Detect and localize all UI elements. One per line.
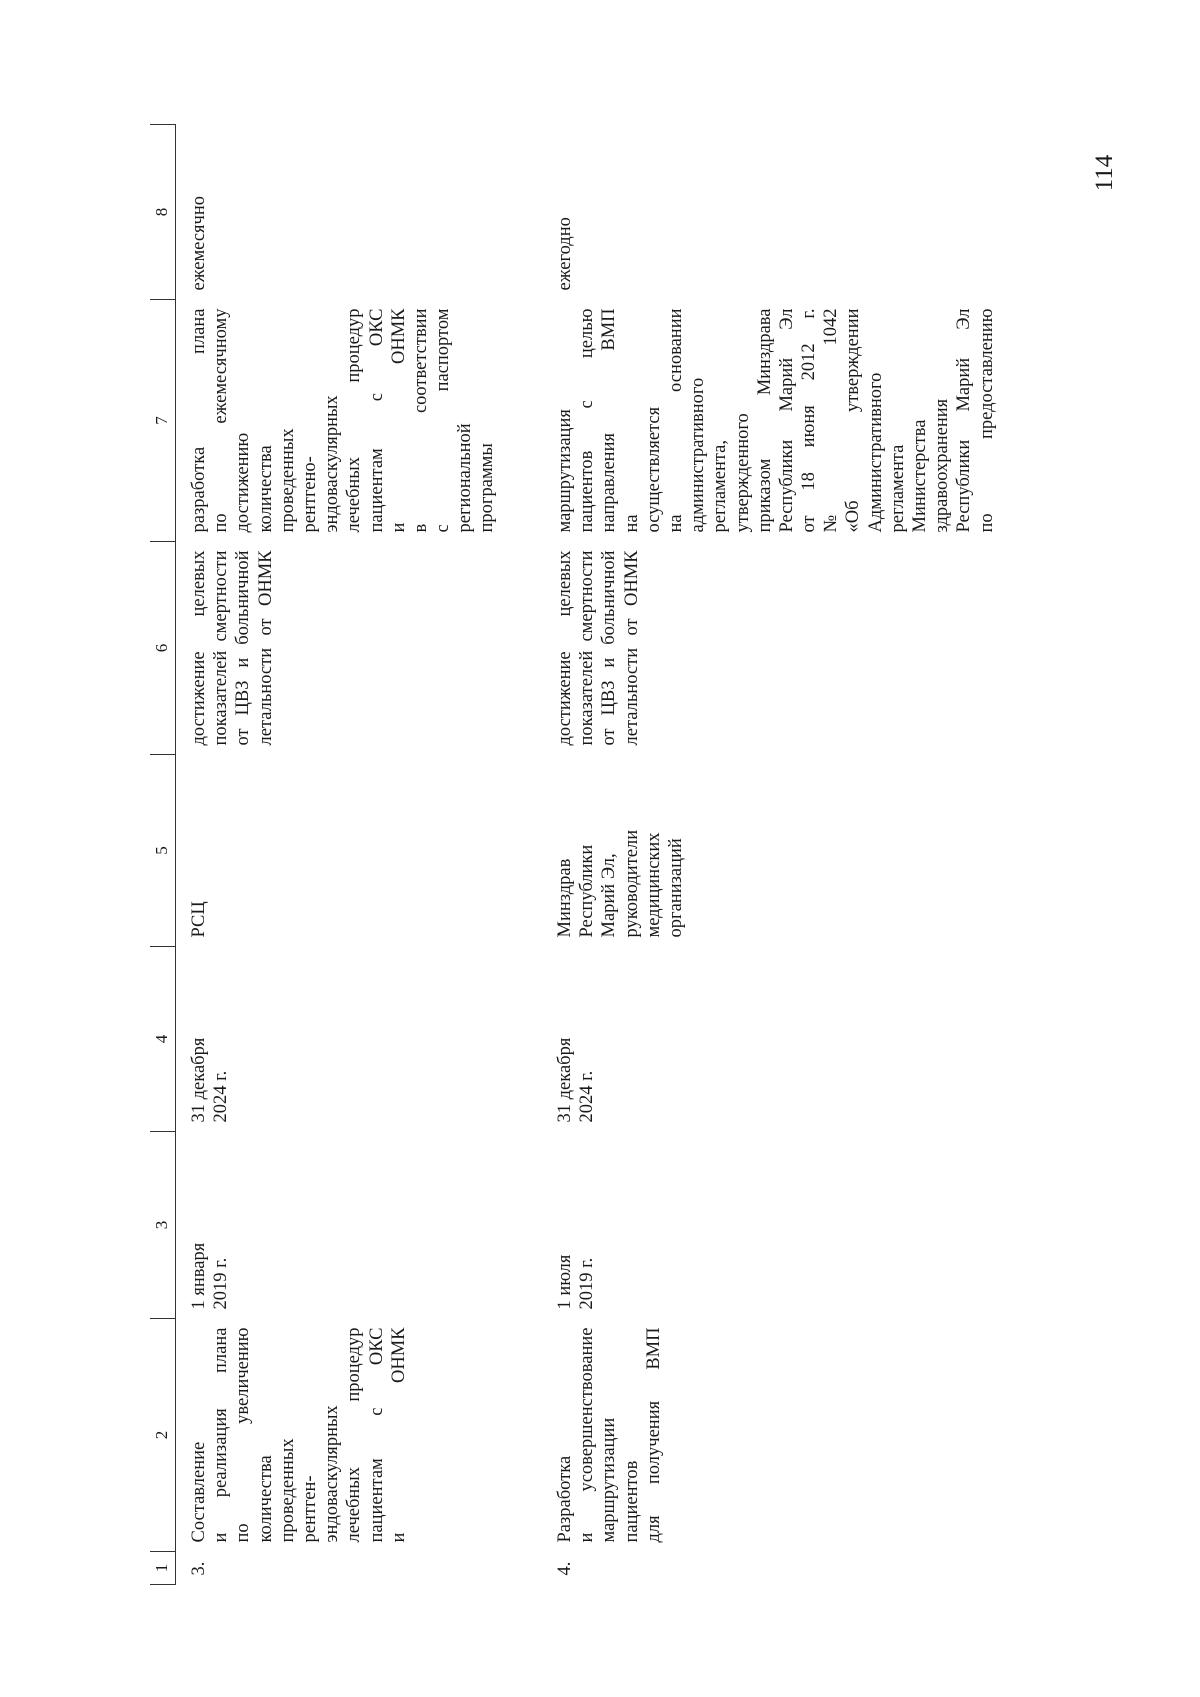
description-line: Министерства — [910, 419, 930, 533]
result-line: показателей смертности — [577, 550, 598, 746]
description-line: на основании — [665, 308, 686, 533]
description-line: рентгено- — [299, 456, 320, 533]
description-line: программы — [477, 443, 498, 533]
rotated-table-frame — [150, 125, 1060, 1585]
measure-name-line: для получения ВМП — [643, 1327, 664, 1543]
measure-name-line: по увеличению — [233, 1327, 254, 1543]
table-row — [542, 125, 1036, 1585]
result-line: летальности от ОНМК — [621, 550, 642, 746]
description-line: и ОНМК — [388, 308, 409, 533]
measure-name-line: и реализация плана — [211, 1327, 232, 1543]
result-cell — [176, 542, 543, 755]
responsible-cell — [176, 755, 543, 947]
column-header-7: 7 — [150, 300, 176, 542]
description-line: административного — [688, 377, 709, 533]
frequency-cell: ежемесячно — [189, 195, 209, 291]
column-number-header-row — [150, 125, 176, 1585]
measure-name-line: Разработка — [555, 1455, 575, 1543]
description-cell — [542, 300, 1036, 542]
description-line: здравоохранения — [932, 398, 953, 533]
end-date-line: 2024 г. — [211, 1070, 232, 1123]
description-line: лечебных процедур — [344, 308, 365, 533]
result-line: достижение целевых — [555, 550, 575, 746]
start-date-line: 1 июля — [555, 1254, 575, 1310]
responsible-line: организаций — [665, 838, 686, 938]
description-line: достижению — [233, 432, 254, 533]
measure-name-line: маршрутизации — [599, 1417, 620, 1543]
description-line: пациентов с целью — [577, 308, 598, 533]
column-header-8: 8 — [150, 125, 176, 300]
measure-name-line: и ОНМК — [388, 1327, 409, 1543]
description-line: пациентам с ОКС — [366, 308, 387, 533]
description-line: утвержденного — [732, 413, 753, 533]
description-line: Республики Марий Эл — [776, 308, 797, 533]
measure-name-line: и усовершенствование — [577, 1327, 598, 1543]
frequency-cell: ежегодно — [555, 217, 575, 291]
table-row — [176, 125, 543, 1585]
description-cell — [176, 300, 543, 542]
description-line: в соответствии — [410, 308, 431, 533]
result-line: летальности от ОНМК — [255, 550, 276, 746]
responsible-cell — [542, 755, 1036, 947]
measure-name-cell — [542, 1319, 1036, 1552]
description-line: эндоваскулярных — [322, 395, 343, 533]
column-header-6: 6 — [150, 542, 176, 755]
measure-name-line: количества — [255, 1455, 276, 1543]
result-line: от ЦВЗ и больничной — [599, 550, 620, 746]
start-date-cell — [176, 1132, 543, 1319]
measure-name-line: рентген- — [299, 1475, 320, 1543]
plan-table — [150, 124, 1036, 1585]
description-line: «Об утверждении — [843, 308, 864, 533]
description-line: приказом Минздрава — [754, 308, 775, 533]
result-line: достижение целевых — [189, 550, 209, 746]
description-line: региональной — [455, 423, 476, 533]
description-line: с паспортом — [433, 308, 454, 533]
description-line: № 1042 — [821, 308, 842, 533]
start-date-line: 1 января — [189, 1242, 209, 1310]
responsible-line: медицинских — [643, 832, 664, 938]
description-line: по ежемесячному — [211, 308, 232, 533]
responsible-line: Республики — [577, 844, 598, 938]
end-date-line: 2024 г. — [577, 1070, 598, 1123]
description-line: регламента — [887, 444, 908, 533]
description-line: проведенных — [277, 428, 298, 533]
column-header-3: 3 — [150, 1132, 176, 1319]
measure-name-line: лечебных процедур — [344, 1327, 365, 1543]
measure-name-line: пациентов — [621, 1460, 642, 1543]
responsible-line: Минздрав — [555, 858, 575, 938]
column-header-4: 4 — [150, 947, 176, 1132]
responsible-line: РСЦ — [189, 901, 209, 938]
result-line: от ЦВЗ и больничной — [233, 550, 254, 746]
measure-name-line: эндоваскулярных — [322, 1405, 343, 1543]
end-date-cell — [176, 947, 543, 1132]
column-header-1: 1 — [150, 1552, 176, 1585]
row-number: 4. — [555, 1561, 575, 1576]
result-cell — [542, 542, 1036, 755]
row-number: 3. — [189, 1561, 209, 1576]
description-line: регламента, — [710, 439, 731, 533]
description-line: количества — [255, 445, 276, 533]
end-date-cell — [542, 947, 1036, 1132]
responsible-line: руководители — [621, 829, 642, 938]
result-line: показателей смертности — [211, 550, 232, 746]
description-line: по предоставлению — [976, 308, 997, 533]
description-line: маршрутизация — [555, 409, 575, 533]
measure-name-line: пациентам с ОКС — [366, 1327, 387, 1543]
start-date-cell — [542, 1132, 1036, 1319]
start-date-line: 2019 г. — [211, 1257, 232, 1310]
description-line: на — [621, 514, 642, 533]
end-date-line: 31 декабря — [555, 1037, 575, 1123]
responsible-line: Марий Эл, — [599, 853, 620, 938]
measure-name-line: Составление — [189, 1441, 209, 1543]
start-date-line: 2019 г. — [577, 1257, 598, 1310]
end-date-line: 31 декабря — [189, 1037, 209, 1123]
description-line: осуществляется — [643, 406, 664, 533]
column-header-5: 5 — [150, 755, 176, 947]
column-header-2: 2 — [150, 1319, 176, 1552]
page-number: 114 — [1091, 154, 1118, 192]
measure-name-cell — [176, 1319, 543, 1552]
description-line: разработка плана — [189, 308, 209, 533]
description-line: Республики Марий Эл — [954, 308, 975, 533]
description-line: Административного — [865, 372, 886, 533]
description-line: направления ВМП — [599, 308, 620, 533]
description-line: от 18 июня 2012 г. — [799, 308, 820, 533]
measure-name-line: проведенных — [277, 1438, 298, 1543]
